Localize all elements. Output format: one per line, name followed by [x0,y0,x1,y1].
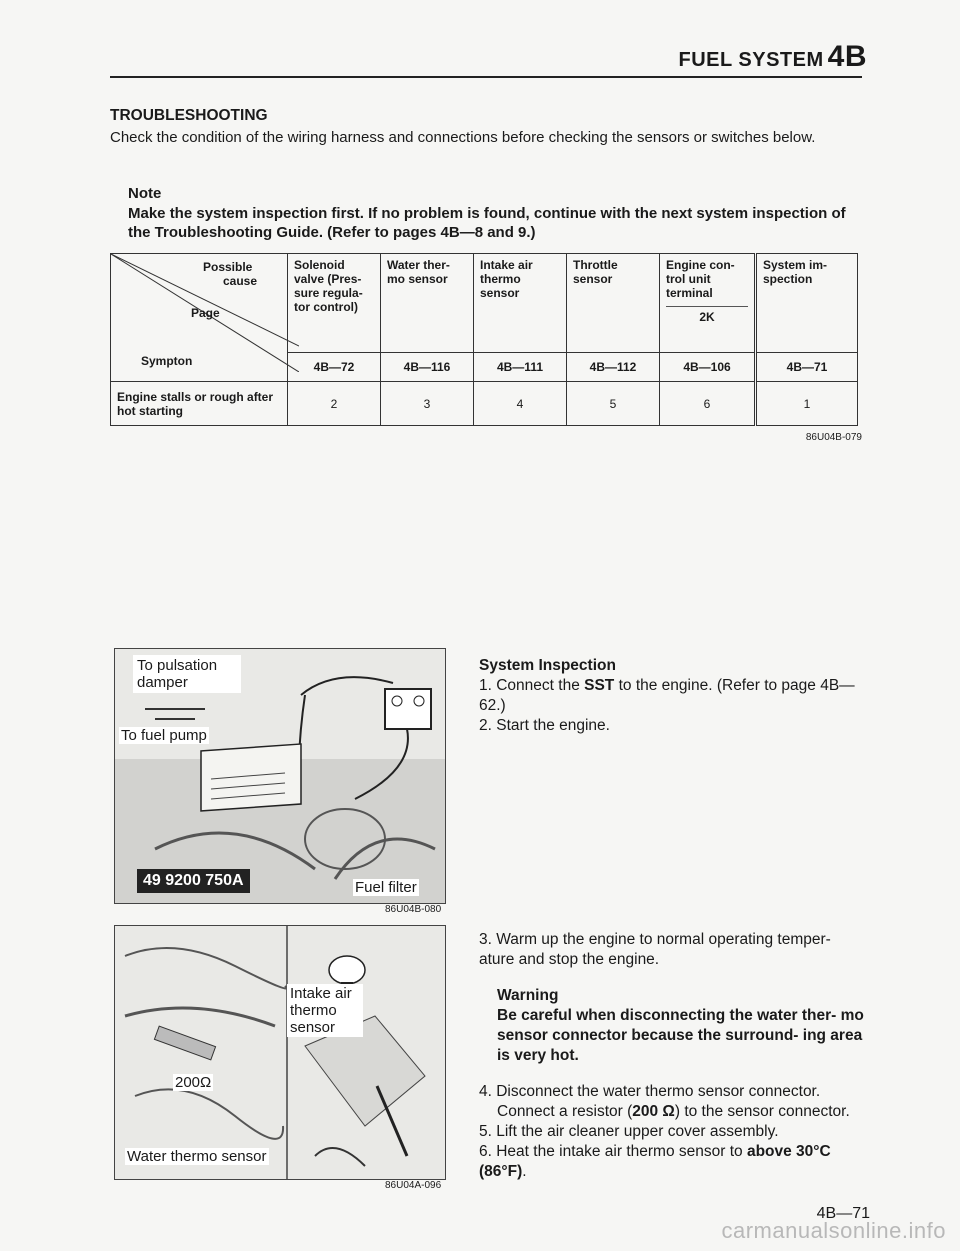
sst-part-number: 49 9200 750A [137,869,250,893]
inspection-title: System Inspection [479,657,616,674]
step-4-text-b: ) to the sensor connector. [674,1103,850,1120]
page-ref-ecu: 4B—106 [660,353,756,382]
column-header-ecu-sub: 2K [666,306,748,324]
step-1 [479,676,864,716]
step-5: 5. Lift the air cleaner upper cover assembly. [479,1123,779,1140]
step-4: 4. Disconnect the water thermo sensor connector. [479,1083,821,1100]
step-4-text-a: Connect a resistor ( [497,1103,633,1120]
step-6-temperature: above 30°C (86°F) [479,1143,831,1180]
figure-sst-connection [114,648,446,904]
inspection-column-top [479,656,864,736]
step-1-sst: SST [584,677,615,694]
step-2: 2. Start the engine. [479,717,610,734]
note-title: Note [128,185,162,202]
warning-title: Warning [497,987,559,1004]
page-ref-system: 4B—71 [756,353,858,382]
sensor-illustration [115,926,445,1179]
page-ref-solenoid: 4B—72 [288,353,381,382]
step-1-text-a: 1. Connect the [479,677,585,694]
step-1-text-b: to the engine. (Refer to page 4B—62.) [479,677,855,714]
step-6-text-b: . [522,1163,527,1180]
value-cell: 4 [474,382,567,426]
column-header-throttle: Throttle sensor [567,254,660,353]
page-number: 4B—71 [816,1205,870,1222]
figure2-ref-code: 86U04A-096 [385,1180,442,1191]
troubleshooting-table [110,253,858,426]
header-divider [110,76,862,78]
value-cell: 5 [567,382,660,426]
warning-body: Be careful when disconnecting the water ther- mo sensor connector because the surround- ing area is very hot. [497,1007,864,1064]
value-cell: 6 [660,382,756,426]
value-cell: 3 [381,382,474,426]
corner-symptom: Sympton [141,354,193,368]
header-code: 4B [827,40,867,73]
watermark: carmanualsonline.info [721,1218,946,1243]
step-6-text-a: 6. Heat the intake air thermo sensor to [479,1143,747,1160]
page-ref-throttle: 4B—112 [567,353,660,382]
symptom-cell: Engine stalls or rough after hot starting [111,382,288,426]
page-ref-intake-air: 4B—111 [474,353,567,382]
corner-cause: cause [223,274,258,288]
column-header-intake-air: Intake air thermo sensor [474,254,567,353]
column-header-water-thermo: Water ther- mo sensor [381,254,474,353]
label-pulsation-damper: To pulsation damper [133,655,241,693]
header-section: FUEL SYSTEM [678,49,824,71]
step-4-resistance: 200 Ω [632,1103,675,1120]
corner-possible: Possible [203,260,253,274]
label-fuel-pump: To fuel pump [121,727,207,744]
label-resistor: 200Ω [175,1074,212,1091]
corner-page: Page [191,306,220,320]
inspection-column-bottom [479,930,864,1182]
column-header-solenoid: Solenoid valve (Pres- sure regula- tor control) [288,254,381,353]
figure-thermo-sensors [114,925,446,1180]
page-ref-water-thermo: 4B—116 [381,353,474,382]
column-header-ecu-label: Engine con- trol unit terminal [666,258,735,300]
figure1-ref-code: 86U04B-080 [385,904,442,915]
label-intake-air-sensor: Intake air thermo sensor [287,984,363,1037]
label-fuel-filter: Fuel filter [355,879,417,896]
warning-box [479,986,864,1066]
value-cell: 1 [756,382,858,426]
step-3: 3. Warm up the engine to normal operating temper- ature and stop the engine. [479,931,831,968]
intro-paragraph: Check the condition of the wiring harness and connections before checking the sensors or switches below. [110,129,816,146]
table-corner-cell [111,254,288,382]
table-ref-code: 86U04B-079 [805,432,862,443]
column-header-system: System im- spection [756,254,858,353]
note-body: Make the system inspection first. If no problem is found, continue with the next system inspection of the Troubleshooting Guide. (Refer to pages 4B—8 and 9.) [128,205,846,241]
table-row [111,382,858,426]
label-water-thermo-sensor: Water thermo sensor [127,1148,267,1165]
column-header-ecu [660,254,756,353]
step-4-resistor [479,1102,864,1122]
value-cell: 2 [288,382,381,426]
section-heading: TROUBLESHOOTING [110,107,268,124]
step-6 [479,1142,864,1182]
page-header [678,40,867,74]
